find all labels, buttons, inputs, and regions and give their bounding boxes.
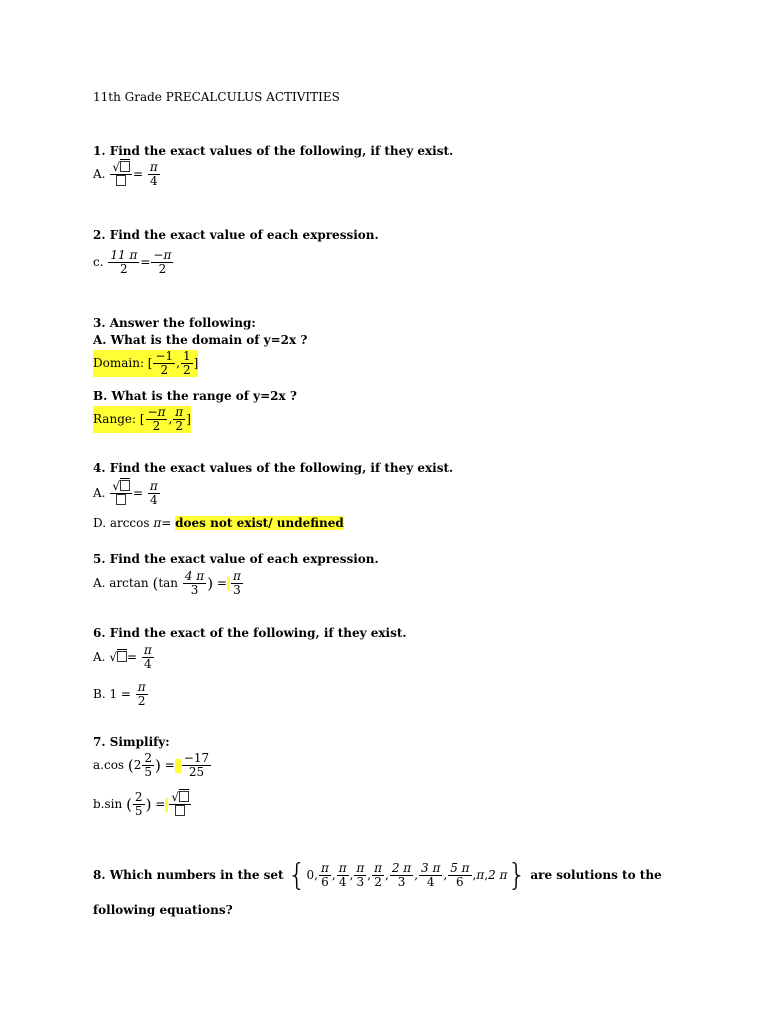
q8-tail: are solutions to the	[530, 868, 662, 882]
q7-a-label: a.	[93, 758, 104, 772]
q5-a-label: A. arctan	[93, 576, 149, 590]
set-two-pi: 2 π	[488, 868, 508, 882]
q6-b-label: B. 1 =	[93, 687, 131, 701]
q2-c-equation	[93, 249, 174, 276]
set-fraction: $\frac{\pi}{3}$	[356, 861, 365, 889]
q4-rhs-fraction: $\frac{\pi}{4}$	[149, 479, 158, 507]
equals-sign: =	[132, 167, 144, 181]
q7-heading: 7. Simplify:	[93, 735, 170, 749]
sin-label: sin	[104, 797, 123, 811]
set-fraction: $\frac{\pi}{6}$	[320, 861, 329, 889]
equals-sign: =	[164, 758, 175, 772]
set-pi: π	[476, 868, 485, 882]
placeholder-box-icon	[179, 791, 189, 802]
set-fraction: $\frac{2 \pi}{3}$	[391, 861, 412, 889]
pi-symbol: π	[153, 516, 162, 530]
q7-b-fraction: $\frac{2}{5}$	[134, 790, 143, 818]
equals-sign: =	[132, 486, 144, 500]
q6-b-equation	[93, 681, 149, 708]
q7-b-equation: b.sin ( $\frac{2}{5}$ ) = √	[93, 791, 192, 818]
q3-range-answer	[93, 406, 191, 433]
q6-a-equation: A. √ = $\frac{\pi}{4}$	[93, 643, 152, 671]
placeholder-box-icon	[117, 651, 127, 662]
bracket-close: ]	[186, 412, 191, 426]
placeholder-box-icon	[116, 494, 126, 505]
q3-b-question: B. What is the range of y=2x ?	[93, 389, 297, 403]
domain-fraction-1: $\frac{-1}{2}$	[155, 349, 174, 377]
q2-lhs-fraction: $\frac{11 \pi}{2}$	[110, 248, 138, 276]
q4-lhs-fraction: √	[110, 480, 132, 507]
q7-a-fraction: $\frac{2}{5}$	[144, 751, 153, 779]
set-zero: 0	[306, 868, 315, 882]
q3-heading: 3. Answer the following:	[93, 316, 256, 330]
q8-lead: 8. Which numbers in the set	[93, 868, 284, 882]
comma: ,	[168, 412, 173, 426]
q4-a-equation	[93, 480, 161, 507]
q4-d-label: D. arccos	[93, 516, 150, 530]
bracket-close: ]	[193, 356, 199, 370]
q6-rhs-fraction: $\frac{\pi}{4}$	[143, 643, 152, 671]
q7-a-equation: a.cos (2 $\frac{2}{5}$ ) = $\frac{-17}{25}$	[93, 751, 210, 779]
q1-a-equation	[93, 161, 161, 188]
q4-heading: 4. Find the exact values of the following, if they exist.	[93, 461, 454, 475]
placeholder-box-icon	[116, 175, 126, 186]
placeholder-box-icon	[120, 161, 130, 172]
q7-b-label: b.	[93, 797, 105, 811]
placeholder-box-icon	[120, 480, 130, 491]
q7-a-rhs-fraction: $\frac{-17}{25}$	[183, 751, 210, 779]
q7-a-whole: 2	[133, 758, 142, 772]
q2-c-label: c.	[93, 255, 104, 269]
q1-lhs-fraction: √	[110, 161, 132, 188]
q4-a-label: A.	[93, 486, 106, 500]
tan-label: tan	[158, 576, 179, 590]
set-fraction: $\frac{5 \pi}{6}$	[450, 861, 470, 889]
equals-sign: =	[155, 797, 166, 811]
range-fraction-2: $\frac{\pi}{2}$	[175, 405, 184, 433]
range-label: Range: [	[93, 412, 145, 426]
domain-fraction-2: $\frac{1}{2}$	[183, 349, 191, 377]
set-items: $\frac{\pi}{6}$ , $\frac{\pi}{4}$ , $\frac{\pi}{3}$ , $\frac{\pi}{2}$ , $\frac{2 \pi}{3}$ , $\frac{3 \pi}{4}$ , $\frac{5 \pi}{6}$ ,	[320, 861, 477, 889]
q4-d-equation	[93, 516, 344, 530]
q5-heading: 5. Find the exact value of each expression.	[93, 552, 379, 566]
q4-d-answer: does not exist/ undefined	[175, 516, 344, 530]
set-brace-close: }	[507, 858, 527, 893]
set-fraction: $\frac{3 \pi}{4}$	[421, 861, 441, 889]
placeholder-box-icon	[175, 805, 185, 816]
q2-rhs-fraction: $\frac{-\pi}{2}$	[153, 248, 172, 276]
q5-inner-fraction: $\frac{4 \pi}{3}$	[184, 569, 205, 597]
q1-rhs-fraction: $\frac{\pi}{4}$	[149, 160, 158, 188]
q6-heading: 6. Find the exact of the following, if they exist.	[93, 626, 407, 640]
q3-a-question: A. What is the domain of y=2x ?	[93, 333, 308, 347]
q8-question: 8. Which numbers in the set {0, $\frac{\pi}{6}$ , $\frac{\pi}{4}$ , $\frac{\pi}{3}$ , $\frac{\pi}{2}$ , $\frac{2 \pi}{3}$ , $\frac{3 \pi}{4}$ , $\frac{5 \pi}{6}$ ,π,2 π} are solutions to the	[93, 858, 662, 893]
q1-a-label: A.	[93, 167, 106, 181]
q7-b-rhs-fraction: √	[169, 791, 191, 818]
q1-heading: 1. Find the exact values of the following, if they exist.	[93, 144, 454, 158]
set-brace-open: {	[287, 858, 307, 893]
comma: ,	[176, 356, 181, 370]
equals-sign: =	[126, 650, 138, 664]
cos-label: cos	[103, 758, 125, 772]
domain-label: Domain: [	[93, 356, 153, 370]
q5-rhs-fraction: $\frac{\pi}{3}$	[232, 569, 241, 597]
equals-sign: =	[161, 516, 172, 530]
set-fraction: $\frac{\pi}{2}$	[374, 861, 383, 889]
equals-sign: =	[140, 255, 151, 269]
q6-a-label: A.	[93, 650, 106, 664]
q5-a-equation: A. arctan (tan $\frac{4 \pi}{3}$ ) = $\frac{\pi}{3}$	[93, 569, 241, 597]
q6-b-fraction: $\frac{\pi}{2}$	[137, 680, 146, 708]
q8-line2: following equations?	[93, 903, 233, 917]
set-fraction: $\frac{\pi}{4}$	[338, 861, 347, 889]
equals-sign: =	[216, 576, 227, 590]
q2-heading: 2. Find the exact value of each expression.	[93, 228, 379, 242]
page-title: 11th Grade PRECALCULUS ACTIVITIES	[93, 90, 340, 104]
q3-domain-answer	[93, 350, 198, 377]
range-fraction-1: $\frac{-\pi}{2}$	[147, 405, 166, 433]
